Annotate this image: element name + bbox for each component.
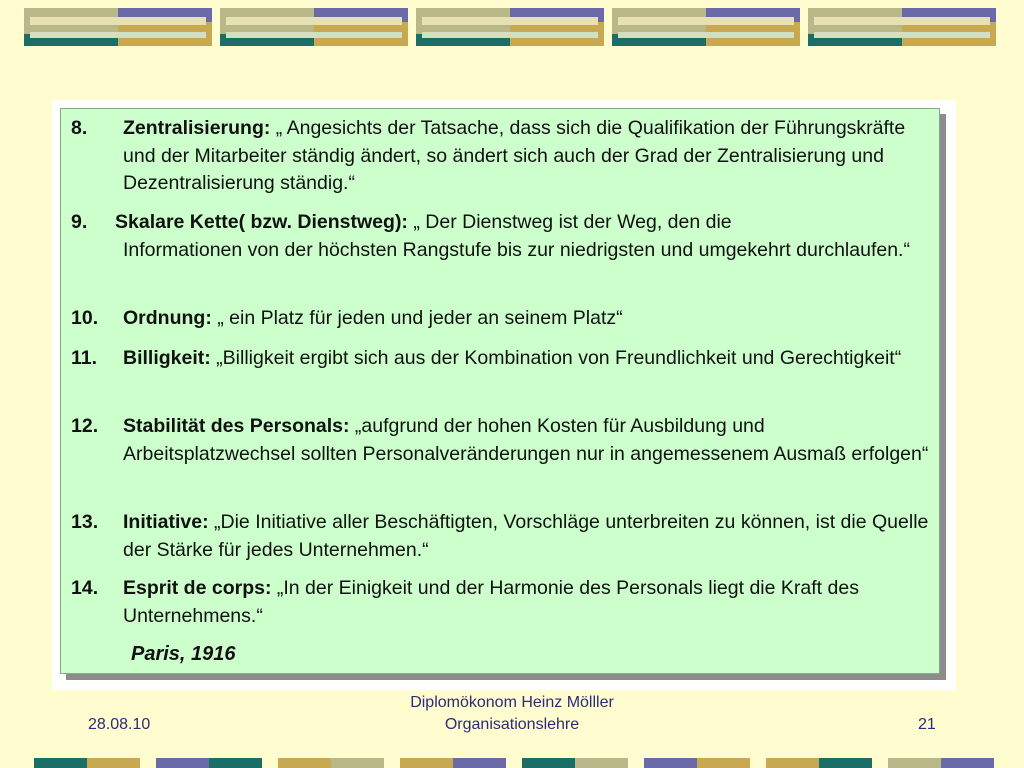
principles-box xyxy=(60,108,940,674)
decoration-block xyxy=(644,758,750,768)
item-text: „Billigkeit ergibt sich aus der Kombination von Freundlichkeit und xyxy=(210,347,775,369)
item-title: Billigkeit: xyxy=(123,347,211,369)
decoration-block xyxy=(522,758,628,768)
item-text: „ Der Dienstweg ist der Weg, den die xyxy=(407,211,732,233)
decoration-block xyxy=(766,758,872,768)
signature: Paris, 1916 xyxy=(131,643,236,665)
page-number: 21 xyxy=(918,716,936,733)
decoration-block xyxy=(400,758,506,768)
item-text-continued: Informationen von der höchsten Rangstufe bis zur niedrigsten und umgekehrt durchlaufen.“ xyxy=(123,238,910,261)
item-number: 11. xyxy=(71,347,98,369)
footer-author-name: Diplomökonom Heinz Mölller xyxy=(410,694,614,711)
decoration-block xyxy=(278,758,384,768)
item-text-continued: ist die Quelle der Stärke für jedes Unternehmen.“ xyxy=(123,511,929,561)
item-number: 9. xyxy=(71,211,88,233)
footer-course: Organisationslehre xyxy=(444,716,580,733)
item-number: 12. xyxy=(71,415,99,437)
item-text: „Die Initiative aller Beschäftigten, Vorschläge unterbreiten zu können, xyxy=(208,511,811,533)
item-number: 10. xyxy=(71,307,99,329)
item-text: „ ein Platz für jeden und jeder an seinem Platz“ xyxy=(211,307,623,329)
top-decoration xyxy=(24,8,1004,46)
item-title: Esprit de corps: xyxy=(123,577,272,599)
item-text: „aufgrund der hohen Kosten für Ausbildung und xyxy=(349,415,765,437)
item-text-continued: Kraft des Unternehmens.“ xyxy=(123,577,859,627)
item-title: Stabilität des Personals: xyxy=(123,415,350,437)
decoration-block xyxy=(416,8,604,46)
item-title: Skalare Kette( bzw. Dienstweg): xyxy=(115,211,408,233)
item-text-continued: Gerechtigkeit“ xyxy=(779,347,902,369)
item-number: 14. xyxy=(71,577,99,599)
item-title: Ordnung: xyxy=(123,307,212,329)
item-text: „ Angesichts der Tatsache, dass sich die Qualifikation der xyxy=(270,117,769,139)
decoration-block xyxy=(888,758,994,768)
decoration-block xyxy=(220,8,408,46)
decoration-block xyxy=(34,758,140,768)
item-text-continued: Arbeitsplatzwechsel sollten Personalveränderungen nur in angemessenem Ausmaß erfolgen“ xyxy=(123,442,929,465)
bottom-decoration xyxy=(34,758,1002,768)
item-title: Initiative: xyxy=(123,511,209,533)
decoration-block xyxy=(808,8,996,46)
footer-date: 28.08.10 xyxy=(88,716,151,733)
footer-author xyxy=(0,692,1024,736)
decoration-block xyxy=(156,758,262,768)
item-title: Zentralisierung: xyxy=(123,117,271,139)
item-text-continued: Führungskräfte und der Mitarbeiter ständig ändert, so ändert sich auch der Grad der Zentralisierung und Dezentralisierung ständig.“ xyxy=(123,117,906,194)
item-number: 13. xyxy=(71,511,99,533)
decoration-block xyxy=(24,8,212,46)
item-number: 8. xyxy=(71,117,88,139)
item-text: „In der Einigkeit und der Harmonie des Personals liegt die xyxy=(271,577,776,599)
decoration-block xyxy=(612,8,800,46)
